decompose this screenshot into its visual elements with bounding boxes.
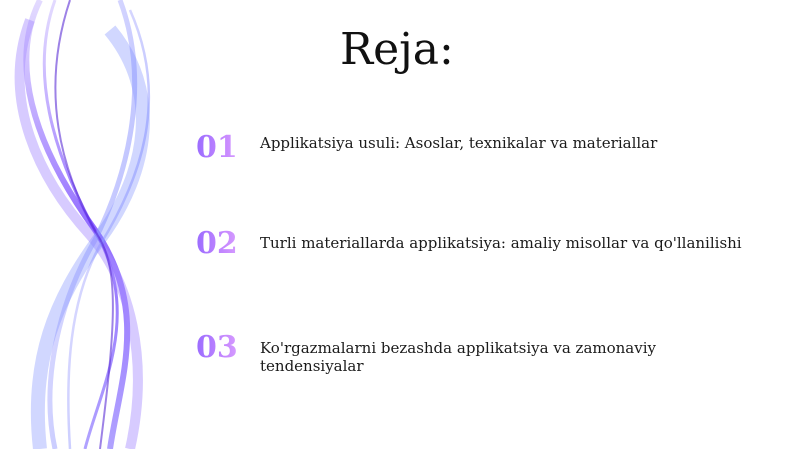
item-text: Applikatsiya usuli: Asoslar, texnikalar va materiallar <box>260 134 658 152</box>
item-text: Ko'rgazmalarni bezashda applikatsiya va zamonaviy tendensiyalar <box>260 339 656 375</box>
item-number: 03 <box>196 330 252 366</box>
ribbon-wave <box>38 30 143 449</box>
item-number: 01 <box>196 130 252 166</box>
slide-title: Reja: <box>340 24 454 75</box>
item-text: Turli materiallarda applikatsiya: amaliy misollar va qo'llanilishi <box>260 234 742 252</box>
purple-smoke-ribbon-graphic <box>0 0 200 449</box>
item-number: 02 <box>196 226 252 262</box>
